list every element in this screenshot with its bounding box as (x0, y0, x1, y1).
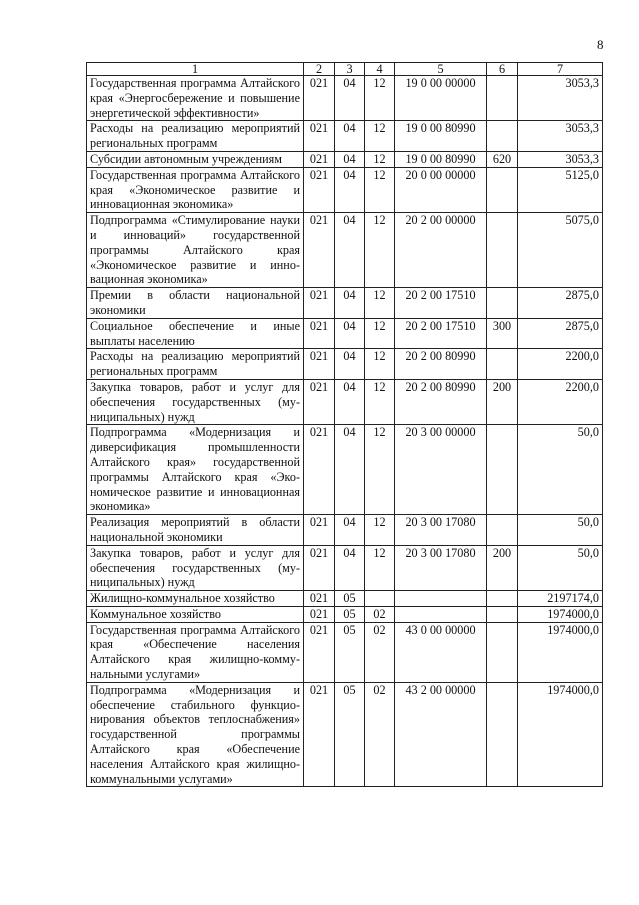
cell-section: 04 (335, 318, 365, 349)
cell-section: 05 (335, 606, 365, 622)
cell-section: 04 (335, 425, 365, 515)
row-name: Государственная программа Алтайского края «Обеспечение населения Алтайского края жилищно-коммунальными услугами» (87, 622, 304, 682)
column-header: 5 (395, 63, 487, 76)
table-row (87, 622, 603, 682)
cell-amount: 2200,0 (518, 349, 603, 380)
cell-expense-type: 200 (487, 379, 518, 424)
cell-expense-type (487, 76, 518, 121)
row-name: Коммунальное хозяйство (87, 606, 304, 622)
cell-target-item: 20 2 00 00000 (395, 213, 487, 288)
row-name: Социальное обеспечение и иные выплаты населению (87, 318, 304, 349)
cell-grbs: 021 (304, 76, 335, 121)
column-header: 1 (87, 63, 304, 76)
cell-expense-type (487, 515, 518, 546)
cell-target-item: 20 2 00 17510 (395, 318, 487, 349)
cell-grbs: 021 (304, 379, 335, 424)
row-name: Государственная программа Алтайского края «Экономическое развитие и инновационная экономика» (87, 167, 304, 212)
cell-expense-type (487, 682, 518, 787)
cell-section: 04 (335, 545, 365, 590)
cell-target-item: 19 0 00 00000 (395, 76, 487, 121)
cell-section: 05 (335, 591, 365, 607)
table-row (87, 606, 603, 622)
table-row (87, 379, 603, 424)
cell-target-item: 19 0 00 80990 (395, 151, 487, 167)
cell-grbs: 021 (304, 288, 335, 319)
table-row (87, 545, 603, 590)
cell-subsection: 12 (365, 76, 395, 121)
cell-subsection: 02 (365, 622, 395, 682)
cell-section: 04 (335, 76, 365, 121)
table-row (87, 167, 603, 212)
cell-grbs: 021 (304, 425, 335, 515)
row-name: Расходы на реализацию мероприятий региональных программ (87, 121, 304, 152)
row-name: Субсидии автономным учреждениям (87, 151, 304, 167)
cell-target-item: 19 0 00 80990 (395, 121, 487, 152)
cell-amount: 5075,0 (518, 213, 603, 288)
cell-target-item: 20 2 00 80990 (395, 379, 487, 424)
cell-amount: 2875,0 (518, 288, 603, 319)
cell-subsection: 02 (365, 606, 395, 622)
cell-amount: 3053,3 (518, 121, 603, 152)
cell-target-item: 20 3 00 17080 (395, 515, 487, 546)
cell-expense-type (487, 121, 518, 152)
cell-amount: 3053,3 (518, 76, 603, 121)
cell-expense-type (487, 213, 518, 288)
row-name: Закупка товаров, работ и услуг для обеспечения государственных (муниципальных) нужд (87, 545, 304, 590)
cell-subsection: 12 (365, 288, 395, 319)
cell-expense-type: 620 (487, 151, 518, 167)
cell-subsection: 12 (365, 213, 395, 288)
row-name: Подпрограмма «Модернизация и обеспечение стабильного функционирования объектов теплоснабжения» государственной программы Алтайского края «Обеспечение населения Алтайского края жилищно-коммунальными услугами» (87, 682, 304, 787)
column-header: 2 (304, 63, 335, 76)
cell-amount: 2875,0 (518, 318, 603, 349)
row-name: Реализация мероприятий в области национальной экономики (87, 515, 304, 546)
row-name: Премии в области национальной экономики (87, 288, 304, 319)
cell-target-item: 20 0 00 00000 (395, 167, 487, 212)
cell-subsection: 12 (365, 121, 395, 152)
row-name: Жилищно-коммунальное хозяйство (87, 591, 304, 607)
column-header: 3 (335, 63, 365, 76)
table-body (87, 76, 603, 787)
row-name: Подпрограмма «Модернизация и диверсификация промышленности Алтайского края» государственной программы Алтайского края «Экономическое развитие и инновационная экономика» (87, 425, 304, 515)
cell-section: 05 (335, 682, 365, 787)
cell-target-item: 20 2 00 80990 (395, 349, 487, 380)
cell-amount: 5125,0 (518, 167, 603, 212)
cell-section: 04 (335, 151, 365, 167)
cell-expense-type (487, 349, 518, 380)
cell-target-item: 20 3 00 17080 (395, 545, 487, 590)
cell-grbs: 021 (304, 545, 335, 590)
cell-grbs: 021 (304, 167, 335, 212)
cell-expense-type (487, 425, 518, 515)
cell-subsection: 12 (365, 318, 395, 349)
cell-grbs: 021 (304, 151, 335, 167)
row-name: Государственная программа Алтайского края «Энергосбережение и повышение энергетической эффективности» (87, 76, 304, 121)
budget-table (86, 62, 603, 787)
cell-section: 04 (335, 349, 365, 380)
cell-subsection: 12 (365, 545, 395, 590)
cell-target-item: 43 2 00 00000 (395, 682, 487, 787)
table-header-row (87, 63, 603, 76)
cell-grbs: 021 (304, 515, 335, 546)
cell-subsection: 12 (365, 151, 395, 167)
cell-grbs: 021 (304, 682, 335, 787)
cell-expense-type (487, 167, 518, 212)
table-row (87, 76, 603, 121)
cell-expense-type (487, 288, 518, 319)
cell-amount: 3053,3 (518, 151, 603, 167)
table-row (87, 213, 603, 288)
cell-amount: 50,0 (518, 515, 603, 546)
cell-grbs: 021 (304, 121, 335, 152)
cell-amount: 1974000,0 (518, 682, 603, 787)
row-name: Подпрограмма «Стимулирование науки и инноваций» государственной программы Алтайского края «Экономическое развитие и инновационная экономика» (87, 213, 304, 288)
table-row (87, 682, 603, 787)
table-row (87, 591, 603, 607)
cell-expense-type (487, 591, 518, 607)
cell-amount: 1974000,0 (518, 622, 603, 682)
table-row (87, 121, 603, 152)
cell-grbs: 021 (304, 213, 335, 288)
cell-grbs: 021 (304, 318, 335, 349)
table-row (87, 349, 603, 380)
table-row (87, 515, 603, 546)
cell-grbs: 021 (304, 606, 335, 622)
cell-grbs: 021 (304, 622, 335, 682)
cell-amount: 2200,0 (518, 379, 603, 424)
cell-expense-type: 200 (487, 545, 518, 590)
cell-amount: 50,0 (518, 425, 603, 515)
cell-target-item: 20 3 00 00000 (395, 425, 487, 515)
cell-subsection: 12 (365, 379, 395, 424)
column-header: 4 (365, 63, 395, 76)
cell-amount: 1974000,0 (518, 606, 603, 622)
cell-section: 04 (335, 167, 365, 212)
cell-target-item (395, 591, 487, 607)
cell-subsection (365, 591, 395, 607)
table-row (87, 151, 603, 167)
cell-amount: 2197174,0 (518, 591, 603, 607)
cell-section: 05 (335, 622, 365, 682)
column-header: 6 (487, 63, 518, 76)
cell-subsection: 12 (365, 349, 395, 380)
cell-grbs: 021 (304, 349, 335, 380)
table-row (87, 318, 603, 349)
page-number: 8 (597, 37, 604, 52)
row-name: Закупка товаров, работ и услуг для обеспечения государственных (муниципальных) нужд (87, 379, 304, 424)
cell-section: 04 (335, 379, 365, 424)
cell-section: 04 (335, 213, 365, 288)
cell-expense-type (487, 622, 518, 682)
row-name: Расходы на реализацию мероприятий региональных программ (87, 349, 304, 380)
cell-target-item (395, 606, 487, 622)
table-row (87, 425, 603, 515)
cell-subsection: 12 (365, 167, 395, 212)
cell-target-item: 43 0 00 00000 (395, 622, 487, 682)
cell-target-item: 20 2 00 17510 (395, 288, 487, 319)
cell-expense-type (487, 606, 518, 622)
cell-expense-type: 300 (487, 318, 518, 349)
cell-amount: 50,0 (518, 545, 603, 590)
cell-subsection: 12 (365, 425, 395, 515)
column-header: 7 (518, 63, 603, 76)
cell-section: 04 (335, 288, 365, 319)
cell-section: 04 (335, 121, 365, 152)
cell-section: 04 (335, 515, 365, 546)
table-row (87, 288, 603, 319)
cell-subsection: 12 (365, 515, 395, 546)
cell-subsection: 02 (365, 682, 395, 787)
cell-grbs: 021 (304, 591, 335, 607)
